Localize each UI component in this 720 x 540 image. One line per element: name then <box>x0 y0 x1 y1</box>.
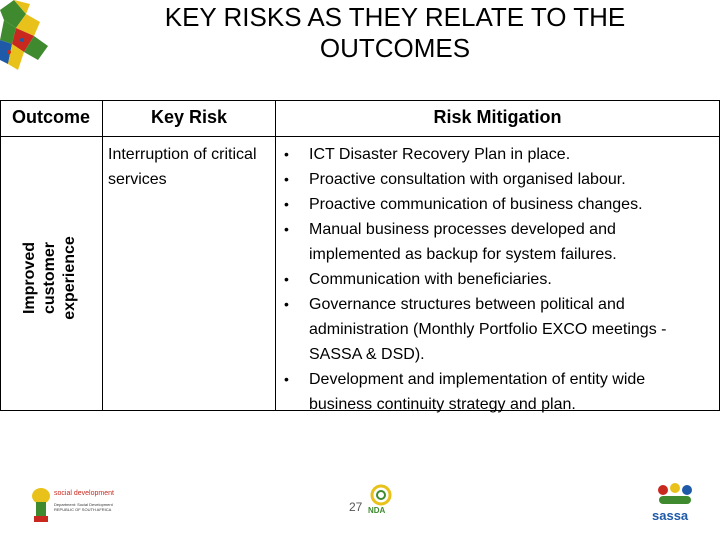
mitigation-item: • Proactive communication of business changes. <box>280 192 710 217</box>
mitigation-item: • Governance structures between political and administration (Monthly Portfolio EXCO meetings - SASSA & DSD). <box>280 292 710 367</box>
header-key-risk: Key Risk <box>150 107 228 127</box>
column-divider-2 <box>275 100 276 411</box>
outcome-cell <box>20 148 80 408</box>
coat-of-arms-icon <box>30 486 52 526</box>
social-development-logo-sub: Department: Social Development REPUBLIC OF SOUTH AFRICA <box>54 502 113 512</box>
sassa-figures-icon <box>655 482 695 508</box>
social-development-logo <box>30 486 120 526</box>
nda-logo-text: NDA <box>368 506 386 515</box>
nda-swirl-icon <box>366 484 396 506</box>
corner-flag-logo <box>0 0 70 80</box>
table-left-border <box>0 100 1 411</box>
mitigation-item: • Manual business processes developed and implemented as backup for system failures. <box>280 217 710 267</box>
sassa-logo-text: sassa <box>652 508 689 523</box>
header-bottom-border <box>0 136 720 137</box>
nda-logo <box>366 484 396 524</box>
page-number: 27 <box>349 500 363 514</box>
mitigation-item: • Development and implementation of entity wide business continuity strategy and plan. <box>280 367 710 417</box>
sassa-logo <box>650 482 700 526</box>
mitigation-item: • Communication with beneficiaries. <box>280 267 710 292</box>
key-risk-text: Interruption of critical services <box>108 146 257 188</box>
mitigation-item: • ICT Disaster Recovery Plan in place. <box>280 142 710 167</box>
table-top-border <box>0 100 720 101</box>
header-risk-mitigation: Risk Mitigation <box>433 107 562 127</box>
column-divider-1 <box>102 100 103 411</box>
mitigation-item: • Proactive consultation with organised labour. <box>280 167 710 192</box>
header-outcome: Outcome <box>11 107 90 127</box>
page-title: KEY RISKS AS THEY RELATE TO THE OUTCOMES <box>164 2 626 63</box>
outcome-text: Improved customer experience <box>21 236 79 320</box>
mitigation-list <box>280 142 710 417</box>
social-development-logo-text: social development <box>54 490 114 497</box>
